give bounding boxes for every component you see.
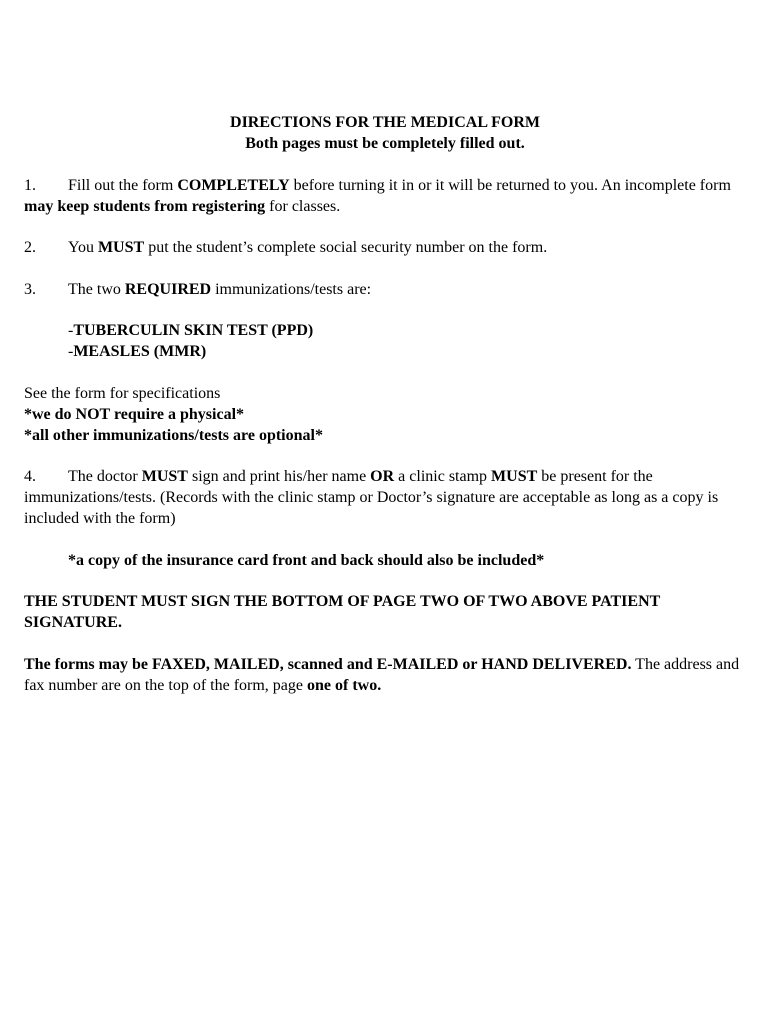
- text-run: before turning it in or it will be returned to you. An incomplete form: [289, 177, 731, 194]
- instruction-3-text: [24, 279, 746, 300]
- emphasis-run: The forms may be FAXED, MAILED, scanned and E-MAILED or HAND DELIVERED.: [24, 656, 632, 673]
- instruction-item-2: [24, 237, 746, 258]
- emphasis-run: OR: [370, 468, 395, 485]
- text-run: a clinic stamp: [394, 468, 492, 485]
- text-run: The address and fax number are on the top of the form, page: [24, 656, 740, 694]
- item-number: 3.: [24, 281, 36, 298]
- instruction-1-text: [24, 175, 746, 217]
- required-test-name: TUBERCULIN SKIN TEST (PPD): [73, 322, 314, 339]
- emphasis-run: COMPLETELY: [177, 177, 290, 194]
- text-run: for classes.: [265, 198, 341, 215]
- see-form-note: See the form for specifications: [24, 385, 221, 402]
- dash: -: [68, 343, 74, 360]
- item-number: 4.: [24, 468, 36, 485]
- emphasis-run: MUST: [141, 468, 188, 485]
- text-run: immunizations/tests are:: [211, 281, 372, 298]
- instruction-item-1: [24, 175, 746, 217]
- delivery-note: [24, 654, 746, 696]
- text-run: be present for the immunizations/tests. (Records with the clinic stamp or Doctor’s signature are acceptable as long as a copy is included with the form): [24, 468, 719, 527]
- notes-block: [24, 383, 746, 446]
- item-number: 2.: [24, 239, 36, 256]
- text-run: sign and print his/her name: [187, 468, 371, 485]
- title-text: DIRECTIONS FOR THE MEDICAL FORM: [230, 114, 540, 131]
- page-title: [0, 112, 770, 133]
- item-number: 1.: [24, 177, 36, 194]
- optional-note: *all other immunizations/tests are optional*: [24, 427, 323, 444]
- subtitle-text: Both pages must be completely filled out.: [245, 135, 525, 152]
- text-run: The two: [68, 281, 125, 298]
- insurance-note-text: *a copy of the insurance card front and back should also be included*: [68, 552, 545, 569]
- text-run: You: [68, 239, 98, 256]
- dash: -: [68, 322, 74, 339]
- emphasis-run: MUST: [97, 239, 145, 256]
- emphasis-run: one of two.: [307, 677, 382, 694]
- required-test-tuberculin: [24, 320, 770, 341]
- text-run: The doctor: [68, 468, 142, 485]
- instruction-item-3: [24, 279, 746, 300]
- text-run: put the student’s complete social security number on the form.: [144, 239, 548, 256]
- emphasis-run: may keep students from registering: [24, 198, 266, 215]
- instruction-item-4: [24, 466, 746, 529]
- student-sign-text: THE STUDENT MUST SIGN THE BOTTOM OF PAGE TWO OF TWO ABOVE PATIENT SIGNATURE.: [24, 593, 660, 631]
- instruction-2-text: [24, 237, 746, 258]
- delivery-text: [24, 654, 746, 696]
- no-physical-note: *we do NOT require a physical*: [24, 406, 245, 423]
- page-subtitle: [0, 133, 770, 154]
- student-sign-note: [24, 591, 746, 633]
- required-test-measles: [24, 341, 770, 362]
- instruction-4-text: [24, 466, 746, 529]
- insurance-note: [24, 550, 770, 571]
- emphasis-run: MUST: [491, 468, 538, 485]
- emphasis-run: REQUIRED: [124, 281, 212, 298]
- text-run: Fill out the form: [68, 177, 178, 194]
- required-test-name: MEASLES (MMR): [73, 343, 207, 360]
